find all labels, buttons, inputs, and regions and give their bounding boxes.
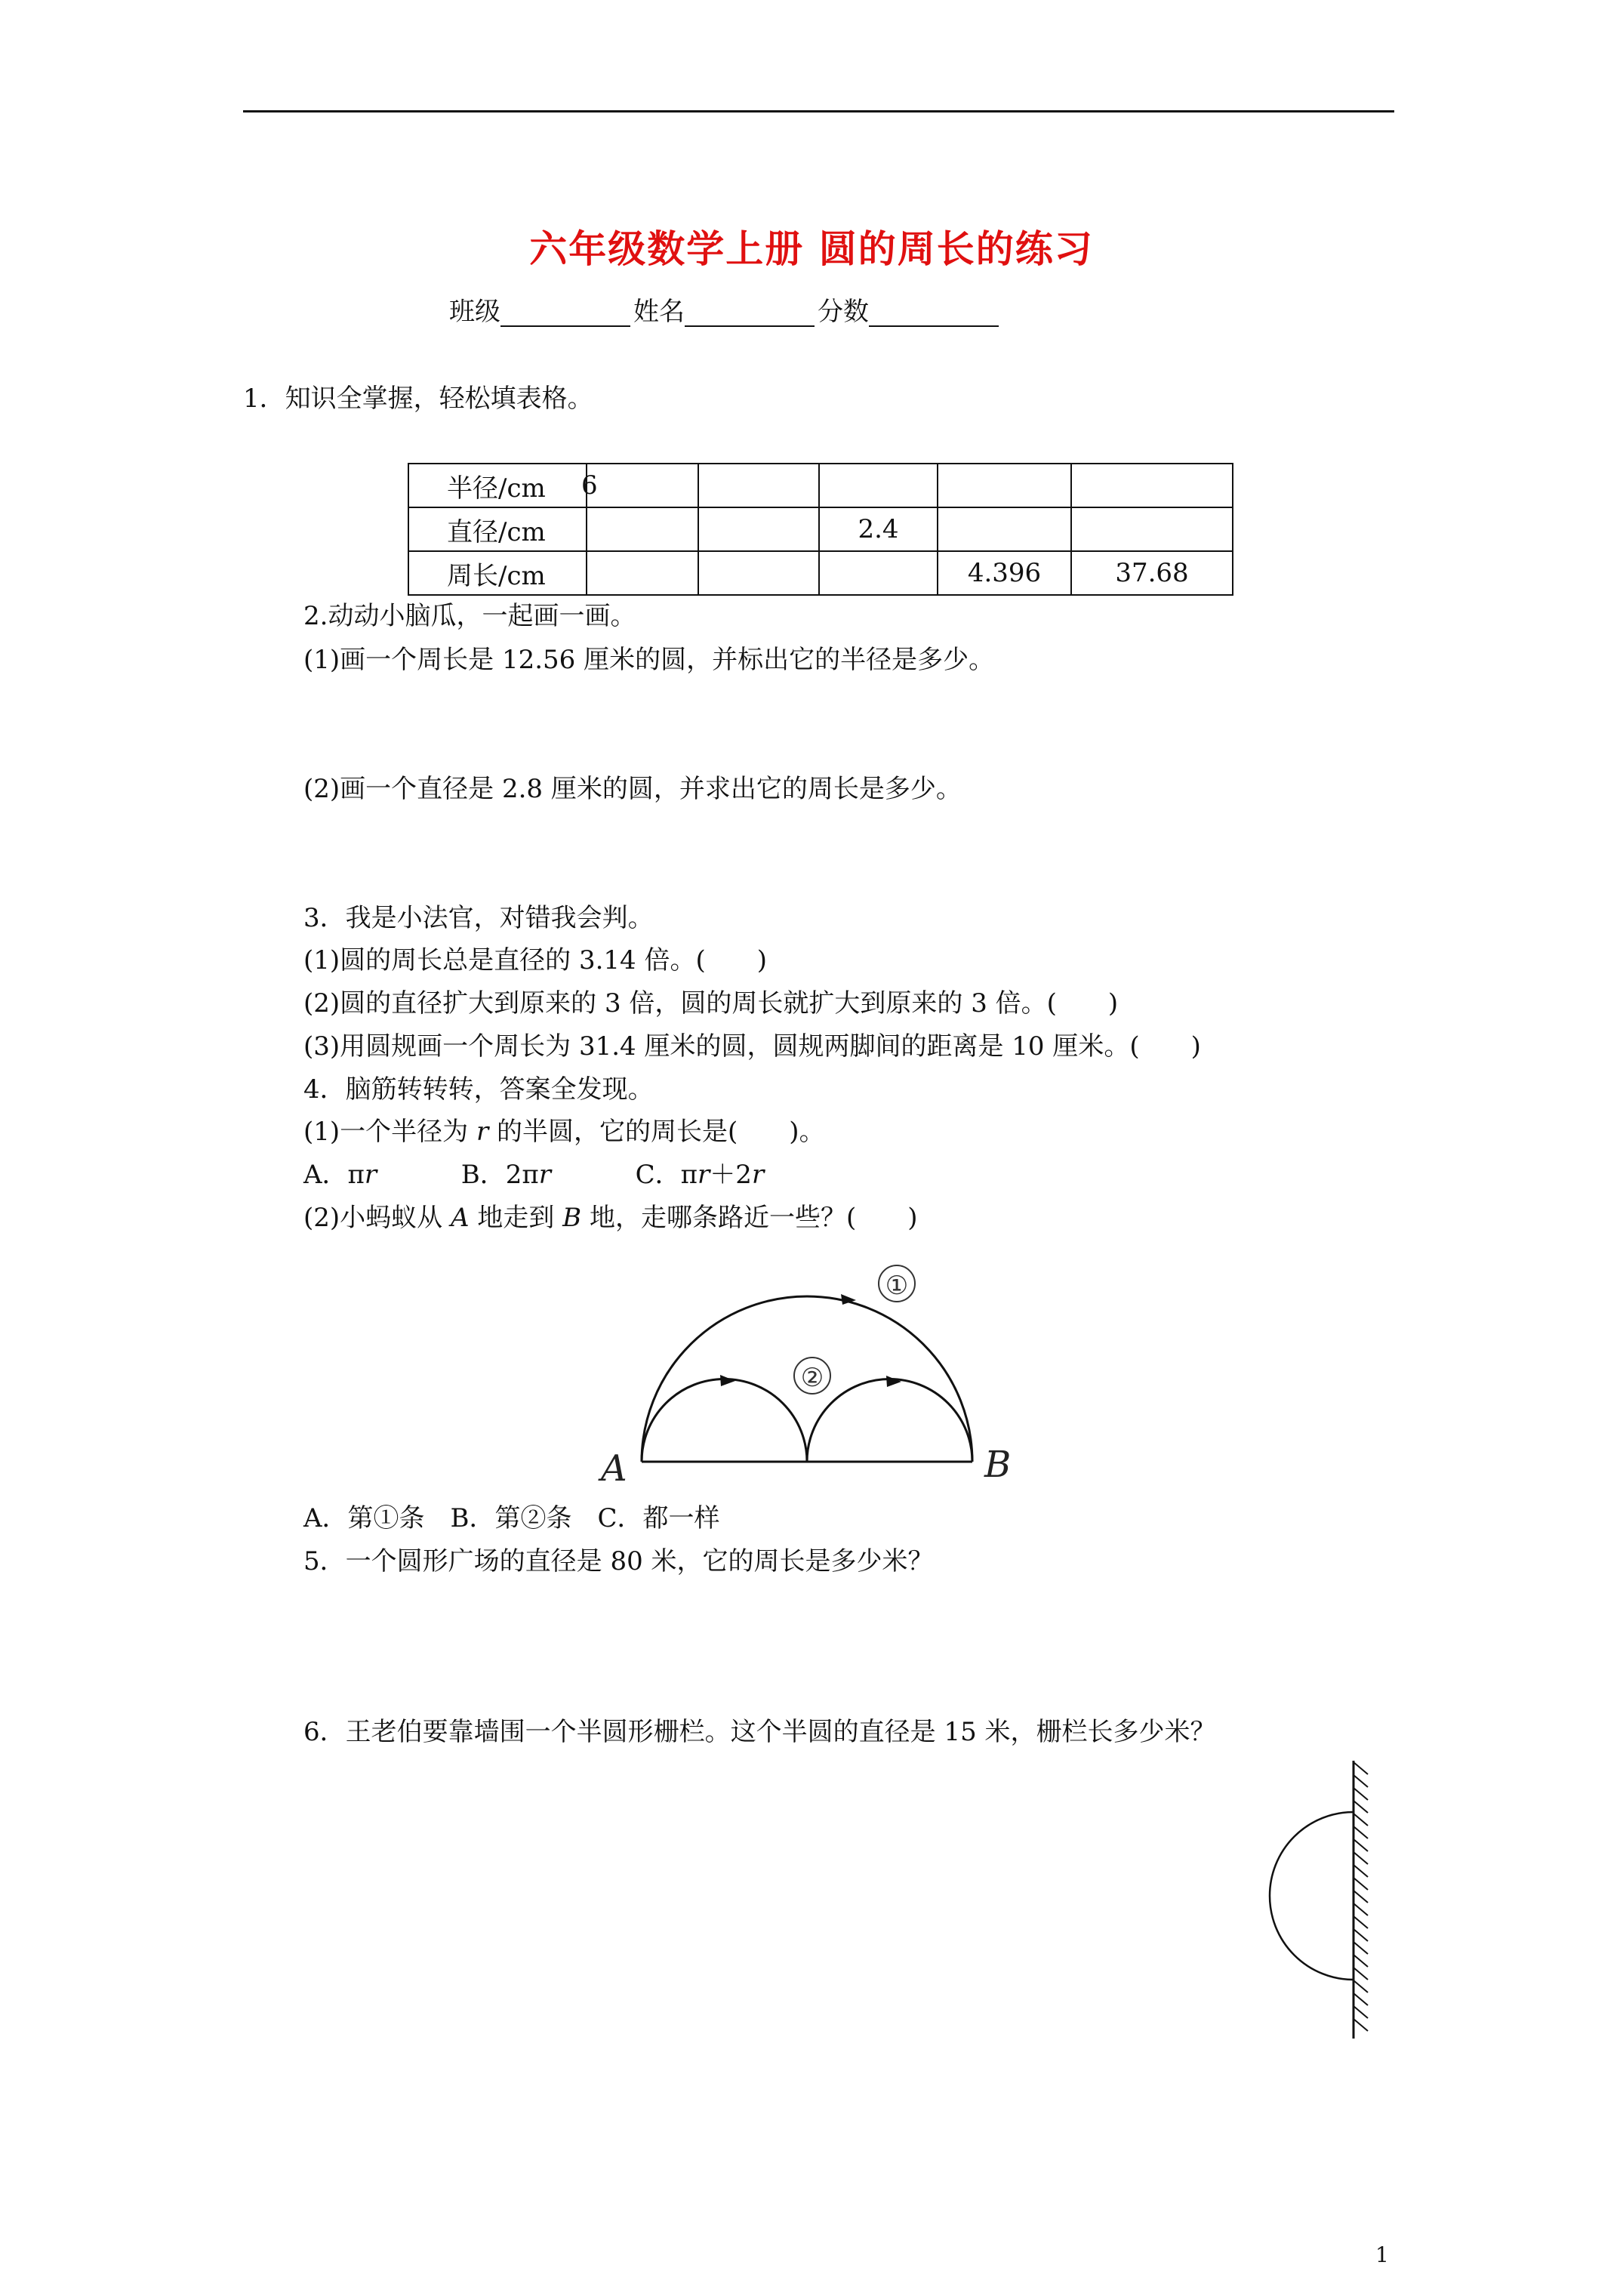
table-cell[interactable] xyxy=(698,507,819,551)
hatch-mark xyxy=(1354,1942,1368,1954)
name-blank[interactable] xyxy=(685,300,815,327)
wall-hatching xyxy=(1354,1762,1368,2031)
hatch-mark xyxy=(1354,1878,1368,1890)
table-header-cell: 直径/cm xyxy=(408,507,587,551)
table-cell[interactable] xyxy=(698,551,819,595)
route-2-arc-right xyxy=(807,1379,972,1462)
name-label: 姓名 xyxy=(633,297,685,327)
page-number: 1 xyxy=(1375,2242,1389,2267)
hatch-mark xyxy=(1354,1775,1368,1787)
score-label: 分数 xyxy=(818,297,869,327)
page-title: 六年级数学上册 圆的周长的练习 xyxy=(529,227,1094,271)
table-cell[interactable]: 6 xyxy=(587,464,698,507)
route-2-label: ② xyxy=(800,1363,824,1393)
hatch-mark xyxy=(1354,1993,1368,2005)
q4-text: 4．脑筋转转转，答案全发现。 xyxy=(303,1074,654,1105)
hatch-mark xyxy=(1354,1852,1368,1864)
header-rule xyxy=(243,110,1394,112)
fence-figure xyxy=(1253,1752,1381,2046)
route-2-arc-left xyxy=(642,1379,807,1462)
hatch-mark xyxy=(1354,2019,1368,2031)
hatch-mark xyxy=(1354,2006,1368,2018)
table-header-cell: 周长/cm xyxy=(408,551,587,595)
score-blank[interactable] xyxy=(869,300,999,327)
hatch-mark xyxy=(1354,1762,1368,1774)
q2-text: 2.动动小脑瓜，一起画一画。 xyxy=(303,601,636,631)
table-row xyxy=(408,464,1233,507)
q3-sub3: (3)用圆规画一个周长为 31.4 厘米的圆，圆规两脚间的距离是 10 厘米。( ) xyxy=(303,1031,1201,1062)
hatch-mark xyxy=(1354,1826,1368,1838)
table-cell[interactable]: 4.396 xyxy=(938,551,1071,595)
table-cell[interactable] xyxy=(819,551,938,595)
table-cell[interactable]: 37.68 xyxy=(1071,551,1233,595)
route-2-arrow-left-icon xyxy=(720,1375,735,1386)
class-label: 班级 xyxy=(449,297,500,327)
hatch-mark xyxy=(1354,1955,1368,1967)
ant-route-figure xyxy=(589,1246,1042,1495)
table-cell[interactable] xyxy=(587,507,698,551)
hatch-mark xyxy=(1354,1968,1368,1980)
q3-sub2: (2)圆的直径扩大到原来的 3 倍，圆的周长就扩大到原来的 3 倍。( ) xyxy=(303,988,1119,1019)
class-blank[interactable] xyxy=(500,300,630,327)
table-cell[interactable] xyxy=(938,464,1071,507)
hatch-mark xyxy=(1354,1839,1368,1851)
table-cell[interactable] xyxy=(1071,464,1233,507)
table-cell[interactable] xyxy=(698,464,819,507)
route-1-label: ① xyxy=(885,1271,909,1301)
option-c[interactable]: C．πr＋2r xyxy=(635,1160,765,1190)
q5-text: 5．一个圆形广场的直径是 80 米，它的周长是多少米？ xyxy=(303,1546,934,1576)
q3-text: 3．我是小法官，对错我会判。 xyxy=(303,903,654,933)
hatch-mark xyxy=(1354,1891,1368,1903)
route-2-arrow-right-icon xyxy=(886,1376,901,1387)
q1-text: 1．知识全掌握，轻松填表格。 xyxy=(243,384,593,414)
q4-sub2: (2)小蚂蚁从 A 地走到 B 地，走哪条路近一些？( ) xyxy=(303,1203,918,1233)
hatch-mark xyxy=(1354,1788,1368,1800)
student-info-line xyxy=(449,297,1002,327)
hatch-mark xyxy=(1354,1801,1368,1813)
point-b-label: B xyxy=(984,1444,1012,1486)
semicircle-fence xyxy=(1270,1812,1354,1980)
table-cell[interactable]: 2.4 xyxy=(819,507,938,551)
table-row xyxy=(408,507,1233,551)
q4-sub2-options: A．第①条 B．第②条 C．都一样 xyxy=(303,1503,720,1533)
point-a-label: A xyxy=(601,1447,627,1490)
fill-table xyxy=(408,463,1233,596)
table-row xyxy=(408,551,1233,595)
hatch-mark xyxy=(1354,1903,1368,1915)
hatch-mark xyxy=(1354,1916,1368,1928)
hatch-mark xyxy=(1354,1814,1368,1826)
option-a[interactable]: A．πr xyxy=(303,1160,377,1190)
q2-sub1: (1)画一个周长是 12.56 厘米的圆，并标出它的半径是多少。 xyxy=(303,645,995,675)
q3-sub1: (1)圆的周长总是直径的 3.14 倍。( ) xyxy=(303,945,768,975)
table-cell[interactable] xyxy=(1071,507,1233,551)
q2-sub2: (2)画一个直径是 2.8 厘米的圆，并求出它的周长是多少。 xyxy=(303,774,962,804)
q4-sub1-options xyxy=(303,1160,764,1190)
table-cell[interactable] xyxy=(938,507,1071,551)
q4-sub1: (1)一个半径为 r 的半圆，它的周长是( )。 xyxy=(303,1117,825,1147)
q6-text: 6．王老伯要靠墙围一个半圆形栅栏。这个半圆的直径是 15 米，栅栏长多少米？ xyxy=(303,1717,1216,1747)
table-cell[interactable] xyxy=(819,464,938,507)
table-header-cell: 半径/cm xyxy=(408,464,587,507)
hatch-mark xyxy=(1354,1980,1368,1992)
table-cell[interactable] xyxy=(587,551,698,595)
hatch-mark xyxy=(1354,1865,1368,1877)
option-b[interactable]: B．2πr xyxy=(460,1160,552,1190)
hatch-mark xyxy=(1354,1929,1368,1941)
